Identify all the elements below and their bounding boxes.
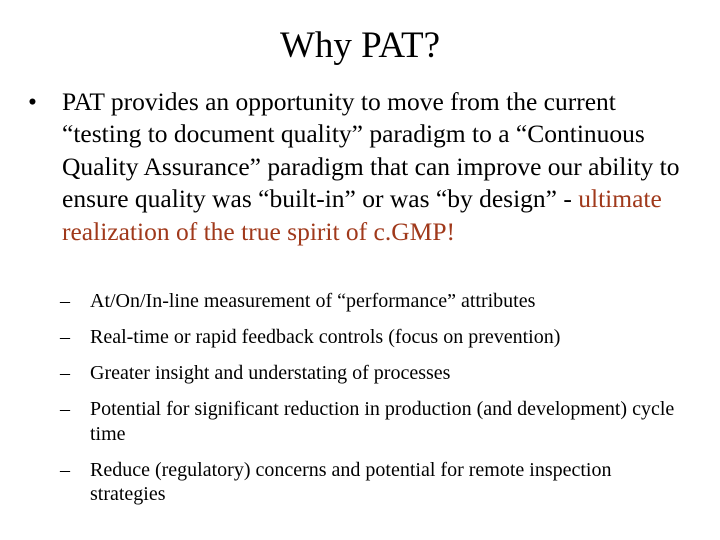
sub-bullet [60, 397, 680, 446]
main-bullet-text [62, 86, 698, 248]
main-bullet-body: PAT provides an opportunity to move from the current “testing to document quality” paradigm to a “Continuous Quality Assurance” paradigm that can improve our ability to ensure quality was “built-in” or was “by design” - [62, 87, 680, 214]
main-bullet-highlight: ultimate realization of the true spirit of c.GMP! [62, 184, 662, 246]
sub-bullet [60, 361, 680, 386]
sub-bullet [60, 289, 680, 314]
sub-bullet-text: Potential for significant reduction in production (and development) cycle time [90, 398, 675, 445]
sub-bullet-text: Real-time or rapid feedback controls (focus on prevention) [90, 326, 561, 348]
sub-bullet-text: Reduce (regulatory) concerns and potential for remote inspection strategies [90, 458, 612, 505]
sub-bullet [60, 325, 680, 350]
slide-title: Why PAT? [280, 25, 440, 66]
sub-bullet-text: Greater insight and understating of processes [90, 362, 451, 384]
dash-marker: – [60, 458, 70, 481]
sub-bullet [60, 458, 680, 507]
sub-bullet-text: At/On/In-line measurement of “performance” attributes [90, 290, 536, 312]
dash-marker: – [60, 326, 70, 348]
dash-marker: – [60, 398, 70, 420]
bullet-marker: • [28, 87, 37, 116]
dash-marker: – [60, 290, 70, 312]
dash-marker: – [60, 362, 70, 384]
main-bullet [28, 86, 698, 248]
sub-bullet-list [60, 289, 680, 518]
